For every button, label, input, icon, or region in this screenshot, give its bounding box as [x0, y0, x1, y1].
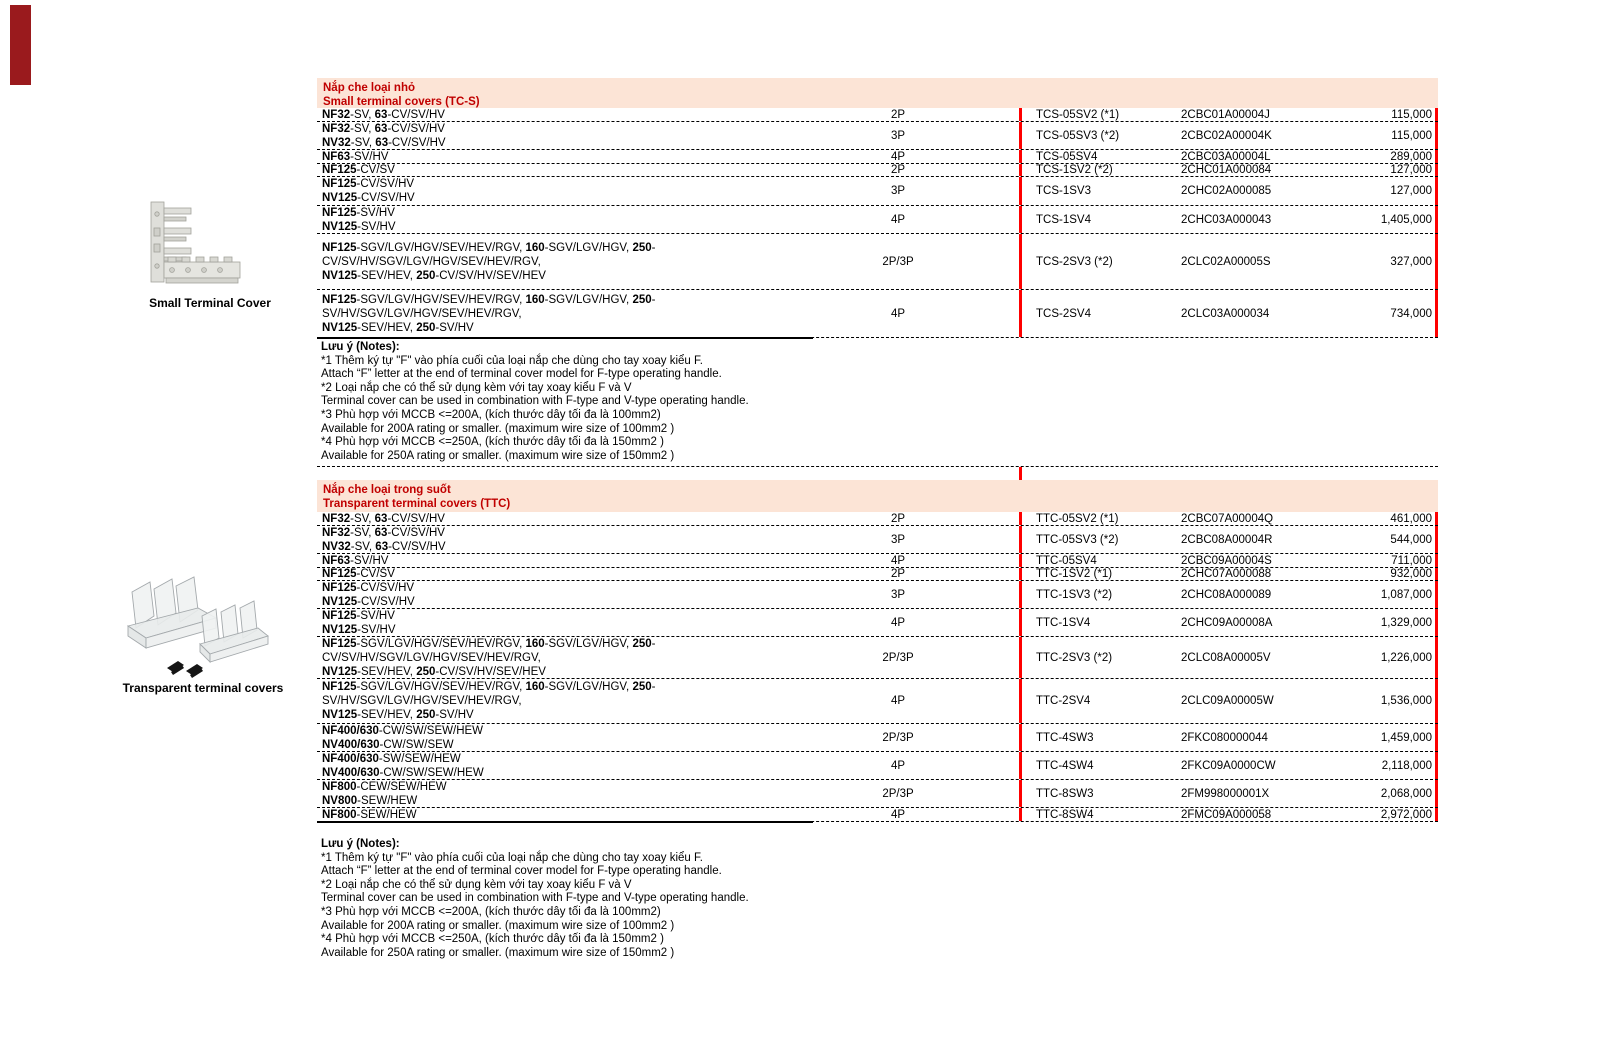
- price-cell: 734,000: [1353, 290, 1438, 337]
- model-cell: [317, 609, 777, 637]
- poles-cell: 4P: [890, 759, 906, 772]
- poles-cell: 4P: [890, 695, 906, 707]
- model-line: NF63-SV/HV: [322, 554, 389, 567]
- price-cell: 461,000: [1353, 512, 1438, 525]
- poles-cell: 2P/3P: [882, 787, 914, 800]
- table-row: [317, 568, 1438, 581]
- type-cell: TTC-1SV2 (*1): [1019, 568, 1181, 580]
- notes-line: Attach “F” letter at the end of terminal cover model for F-type operating handle.: [321, 865, 722, 878]
- price-cell: 1,405,000: [1353, 206, 1438, 233]
- tcs-section-header: [317, 78, 1438, 108]
- model-cell: [317, 163, 777, 177]
- table-row: [317, 512, 1438, 526]
- page-edge-tab: [10, 5, 31, 85]
- model-line: CV/SV/HV/SGV/LGV/HGV/SEV/HEV/RGV,: [322, 255, 541, 268]
- order-code-cell: 2CLC02A00005S: [1181, 255, 1271, 268]
- model-line: NV125-CV/SV/HV: [322, 595, 415, 608]
- poles-cell: 2P: [890, 568, 906, 580]
- price-cell: 1,459,000: [1353, 724, 1438, 751]
- notes-line: *3 Phù hợp với MCCB <=200A, (kích thước dây tối đa là 100mm2): [321, 905, 661, 918]
- price-cell: 932,000: [1353, 568, 1438, 580]
- price-cell: 544,000: [1353, 526, 1438, 553]
- type-cell: TCS-1SV4: [1019, 206, 1181, 233]
- transparent-terminal-covers-image: [120, 576, 270, 687]
- model-cell: [317, 177, 777, 205]
- ttc-title-en: Transparent terminal covers (TTC): [323, 498, 511, 510]
- model-cell: [317, 637, 777, 679]
- model-line: NV125-SEV/HEV, 250-SV/HV: [322, 321, 474, 334]
- table-row: [317, 150, 1438, 164]
- model-cell: [317, 752, 777, 780]
- notes-line: Available for 250A rating or smaller. (maximum wire size of 150mm2 ): [321, 449, 675, 462]
- model-line: NF125-SV/HV: [322, 609, 395, 622]
- notes-line: Attach “F” letter at the end of terminal cover model for F-type operating handle.: [321, 368, 722, 381]
- model-line: NF800-SEW/HEW: [322, 808, 417, 821]
- tcs-notes: [321, 341, 1061, 463]
- price-cell: 127,000: [1353, 177, 1438, 205]
- type-cell: TTC-05SV4: [1019, 554, 1181, 567]
- notes-line: *4 Phù hợp với MCCB <=250A, (kích thước dây tối đa là 150mm2 ): [321, 436, 664, 449]
- table-row: [317, 609, 1438, 637]
- type-cell: TCS-1SV3: [1019, 177, 1181, 205]
- poles-cell: 2P: [890, 512, 906, 525]
- poles-cell: 4P: [890, 213, 906, 226]
- model-cell: [317, 554, 777, 568]
- model-line: NF125-SGV/LGV/HGV/SEV/HEV/RGV, 160-SGV/LGV/HGV, 250-: [322, 637, 656, 650]
- type-cell: TCS-2SV3 (*2): [1019, 234, 1181, 289]
- type-cell: TTC-05SV2 (*1): [1019, 512, 1181, 525]
- price-cell: 1,087,000: [1353, 581, 1438, 608]
- order-code-cell: 2CLC08A00005V: [1181, 651, 1271, 664]
- ttc-section-header: [317, 480, 1438, 512]
- table-row: [317, 122, 1438, 150]
- order-code-cell: 2CHC03A000043: [1181, 213, 1272, 226]
- notes-line: Terminal cover can be used in combination with F-type and V-type operating handle.: [321, 395, 749, 408]
- model-line: NV125-SEV/HEV, 250-CV/SV/HV/SEV/HEV: [322, 665, 546, 678]
- price-cell: 1,226,000: [1353, 637, 1438, 678]
- model-line: NF32-SV, 63-CV/SV/HV: [322, 122, 445, 135]
- ttc-notes: [321, 838, 1061, 960]
- order-code-cell: 2CHC07A000088: [1181, 568, 1272, 580]
- price-cell: 115,000: [1353, 108, 1438, 121]
- model-line: NF125-SGV/LGV/HGV/SEV/HEV/RGV, 160-SGV/LGV/HGV, 250-: [322, 241, 656, 254]
- notes-line: *1 Thêm ký tự "F" vào phía cuối của loại nắp che dùng cho tay xoay kiểu F.: [321, 354, 703, 367]
- table-row: [317, 780, 1438, 808]
- order-code-cell: 2CLC03A000034: [1181, 307, 1270, 320]
- model-line: NV125-SV/HV: [322, 623, 396, 636]
- model-line: NV32-SV, 63-CV/SV/HV: [322, 136, 446, 149]
- model-line: NF125-SV/HV: [322, 206, 395, 219]
- model-line: SV/HV/SGV/LGV/HGV/SEV/HEV/RGV,: [322, 307, 522, 320]
- table-row: [317, 290, 1438, 338]
- type-cell: TCS-05SV2 (*1): [1019, 108, 1181, 121]
- order-code-cell: 2CBC03A00004L: [1181, 150, 1271, 163]
- type-cell: TTC-8SW3: [1019, 780, 1181, 807]
- price-cell: 711,000: [1353, 554, 1438, 567]
- type-cell: TTC-1SV4: [1019, 609, 1181, 636]
- poles-cell: 4P: [890, 554, 906, 567]
- notes-divider-line: [317, 466, 1438, 467]
- small-terminal-cover-image: [148, 200, 244, 293]
- model-cell: [317, 293, 777, 335]
- notes-line: Terminal cover can be used in combination with F-type and V-type operating handle.: [321, 892, 749, 905]
- model-line: NF125-CV/SV/HV: [322, 581, 415, 594]
- model-cell: [317, 241, 777, 283]
- order-code-cell: 2FMC09A000058: [1181, 808, 1272, 821]
- table-row: [317, 234, 1438, 290]
- table-row: [317, 752, 1438, 780]
- poles-cell: 3P: [890, 533, 906, 546]
- poles-cell: 2P/3P: [882, 731, 914, 744]
- notes-line: *2 Loại nắp che có thể sử dụng kèm với tay xoay kiểu F và V: [321, 878, 632, 891]
- type-cell: TTC-2SV3 (*2): [1019, 637, 1181, 678]
- order-code-cell: 2CBC01A00004J: [1181, 108, 1270, 121]
- notes-title: Lưu ý (Notes):: [321, 341, 400, 353]
- price-cell: 289,000: [1353, 150, 1438, 163]
- poles-cell: 4P: [890, 808, 906, 821]
- model-line: NV400/630-CW/SW/SEW: [322, 738, 454, 751]
- model-line: NV125-CV/SV/HV: [322, 192, 415, 204]
- model-cell: [317, 206, 777, 234]
- poles-cell: 2P/3P: [882, 651, 914, 664]
- price-cell: 115,000: [1353, 122, 1438, 149]
- model-cell: [317, 680, 777, 722]
- price-cell: 127,000: [1353, 164, 1438, 176]
- notes-line: *4 Phù hợp với MCCB <=250A, (kích thước dây tối đa là 150mm2 ): [321, 933, 664, 946]
- table-row: [317, 554, 1438, 568]
- order-code-cell: 2CBC08A00004R: [1181, 533, 1273, 546]
- order-code-cell: 2CHC01A000084: [1181, 164, 1272, 176]
- poles-cell: 4P: [890, 616, 906, 629]
- notes-line: *1 Thêm ký tự "F" vào phía cuối của loại nắp che dùng cho tay xoay kiểu F.: [321, 851, 703, 864]
- price-cell: 1,329,000: [1353, 609, 1438, 636]
- type-cell: TCS-05SV3 (*2): [1019, 122, 1181, 149]
- model-line: NV125-SEV/HEV, 250-SV/HV: [322, 709, 474, 721]
- type-cell: TTC-4SW4: [1019, 752, 1181, 779]
- type-cell: TTC-2SV4: [1019, 679, 1181, 723]
- ttc-title-vi: Nắp che loại trong suốt: [323, 484, 451, 496]
- transparent-terminal-covers-caption: Transparent terminal covers: [122, 681, 284, 695]
- model-line: NF125-CV/SV: [322, 164, 395, 176]
- order-code-cell: 2CHC09A00008A: [1181, 616, 1273, 629]
- order-code-cell: 2FKC080000044: [1181, 731, 1268, 744]
- model-cell: [317, 122, 777, 150]
- tcs-table: [317, 108, 1438, 338]
- poles-cell: 4P: [890, 307, 906, 320]
- model-cell: [317, 526, 777, 554]
- model-line: NF125-SGV/LGV/HGV/SEV/HEV/RGV, 160-SGV/LGV/HGV, 250-: [322, 293, 656, 306]
- model-line: CV/SV/HV/SGV/LGV/HGV/SEV/HEV/RGV,: [322, 651, 541, 664]
- table-row: [317, 177, 1438, 206]
- notes-line: *3 Phù hợp với MCCB <=200A, (kích thước dây tối đa là 100mm2): [321, 408, 661, 421]
- poles-cell: 4P: [890, 150, 906, 163]
- type-cell: TTC-8SW4: [1019, 808, 1181, 821]
- order-code-cell: 2CHC02A000085: [1181, 185, 1272, 197]
- order-code-cell: 2CBC07A00004Q: [1181, 512, 1274, 525]
- notes-line: Available for 200A rating or smaller. (maximum wire size of 100mm2 ): [321, 919, 675, 932]
- table-row: [317, 206, 1438, 234]
- price-cell: 327,000: [1353, 234, 1438, 289]
- poles-cell: 2P: [890, 164, 906, 176]
- model-line: NF400/630-SW/SEW/HEW: [322, 752, 461, 765]
- table-row: [317, 108, 1438, 122]
- ttc-table: [317, 512, 1438, 822]
- model-cell: [317, 567, 777, 581]
- small-terminal-cover-caption: Small Terminal Cover: [149, 296, 271, 310]
- order-code-cell: 2CBC02A00004K: [1181, 129, 1272, 142]
- model-cell: [317, 512, 777, 526]
- red-separator-tick: [1019, 467, 1022, 480]
- table-row: [317, 808, 1438, 822]
- model-line: NF32-SV, 63-CV/SV/HV: [322, 526, 445, 539]
- tcs-title-en: Small terminal covers (TC-S): [323, 96, 480, 108]
- model-cell: [317, 724, 777, 752]
- price-cell: 1,536,000: [1353, 679, 1438, 723]
- notes-line: Available for 250A rating or smaller. (maximum wire size of 150mm2 ): [321, 946, 675, 959]
- model-line: NV125-SEV/HEV, 250-CV/SV/HV/SEV/HEV: [322, 269, 546, 282]
- model-line: NF32-SV, 63-CV/SV/HV: [322, 512, 445, 525]
- tcs-title-vi: Nắp che loại nhỏ: [323, 82, 416, 94]
- type-cell: TTC-1SV3 (*2): [1019, 581, 1181, 608]
- poles-cell: 2P/3P: [882, 255, 914, 268]
- type-cell: TCS-2SV4: [1019, 290, 1181, 337]
- table-row: [317, 164, 1438, 177]
- order-code-cell: 2FKC09A0000CW: [1181, 759, 1276, 772]
- order-code-cell: 2CBC09A00004S: [1181, 554, 1272, 567]
- poles-cell: 3P: [890, 129, 906, 142]
- model-line: NF32-SV, 63-CV/SV/HV: [322, 108, 445, 121]
- model-line: NV32-SV, 63-CV/SV/HV: [322, 540, 446, 553]
- model-line: NF63-SV/HV: [322, 150, 389, 163]
- model-cell: [317, 581, 777, 609]
- price-cell: 2,972,000: [1353, 808, 1438, 821]
- model-line: SV/HV/SGV/LGV/HGV/SEV/HEV/RGV,: [322, 695, 522, 707]
- type-cell: TCS-1SV2 (*2): [1019, 164, 1181, 176]
- model-cell: [317, 808, 777, 822]
- notes-line: *2 Loại nắp che có thể sử dụng kèm với tay xoay kiểu F và V: [321, 381, 632, 394]
- model-line: NF400/630-CW/SW/SEW/HEW: [322, 724, 484, 737]
- table-row: [317, 526, 1438, 554]
- model-cell: [317, 108, 777, 122]
- order-code-cell: 2CHC08A000089: [1181, 588, 1272, 601]
- model-cell: [317, 780, 777, 808]
- type-cell: TCS-05SV4: [1019, 150, 1181, 163]
- price-cell: 2,118,000: [1353, 752, 1438, 779]
- poles-cell: 3P: [890, 185, 906, 197]
- model-line: NV800-SEW/HEW: [322, 794, 418, 807]
- type-cell: TTC-05SV3 (*2): [1019, 526, 1181, 553]
- type-cell: TTC-4SW3: [1019, 724, 1181, 751]
- order-code-cell: 2CLC09A00005W: [1181, 695, 1274, 707]
- table-row: [317, 581, 1438, 609]
- model-line: NF800-CEW/SEW/HEW: [322, 780, 447, 793]
- model-line: NV125-SV/HV: [322, 220, 396, 233]
- model-line: NF125-SGV/LGV/HGV/SEV/HEV/RGV, 160-SGV/LGV/HGV, 250-: [322, 681, 656, 693]
- poles-cell: 2P: [890, 108, 906, 121]
- model-line: NF125-CV/SV/HV: [322, 178, 415, 190]
- model-cell: [317, 150, 777, 164]
- order-code-cell: 2FM998000001X: [1181, 787, 1270, 800]
- notes-line: Available for 200A rating or smaller. (maximum wire size of 100mm2 ): [321, 422, 675, 435]
- notes-title: Lưu ý (Notes):: [321, 838, 400, 850]
- table-row: [317, 637, 1438, 679]
- table-row: [317, 679, 1438, 724]
- table-row: [317, 724, 1438, 752]
- poles-cell: 3P: [890, 588, 906, 601]
- price-cell: 2,068,000: [1353, 780, 1438, 807]
- model-line: NV400/630-CW/SW/SEW/HEW: [322, 766, 484, 779]
- model-line: NF125-CV/SV: [322, 568, 395, 580]
